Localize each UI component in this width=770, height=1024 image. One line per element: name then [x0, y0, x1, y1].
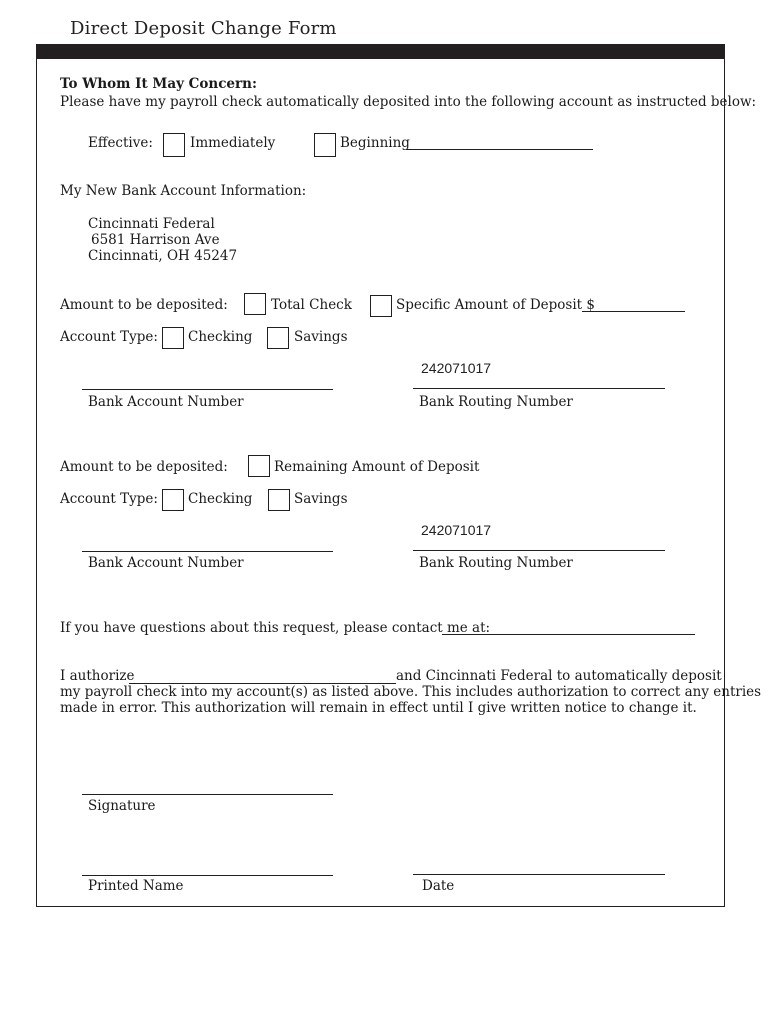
specific-amount-checkbox[interactable] [370, 295, 392, 317]
authorize-prefix: I authorize [60, 668, 135, 684]
routing-number-label-2: Bank Routing Number [419, 555, 573, 571]
form-title: Direct Deposit Change Form [70, 18, 337, 39]
savings-checkbox-2[interactable] [268, 489, 290, 511]
remaining-amount-checkbox[interactable] [248, 455, 270, 477]
routing-number-line-1[interactable] [413, 388, 665, 389]
routing-number-line-2[interactable] [413, 550, 665, 551]
savings-label-1: Savings [294, 329, 348, 345]
date-line[interactable] [413, 874, 665, 875]
specific-amount-label: Specific Amount of Deposit $ [396, 297, 595, 313]
checking-label-1: Checking [188, 329, 253, 345]
immediately-checkbox[interactable] [163, 133, 185, 157]
checking-checkbox-2[interactable] [162, 489, 184, 511]
printed-name-label: Printed Name [88, 878, 184, 894]
form-frame [36, 44, 725, 907]
total-check-label: Total Check [271, 297, 352, 313]
routing-number-label-1: Bank Routing Number [419, 394, 573, 410]
remaining-amount-label: Remaining Amount of Deposit [274, 459, 480, 475]
account-type-label-1: Account Type: [60, 329, 158, 345]
signature-label: Signature [88, 798, 156, 814]
savings-checkbox-1[interactable] [267, 327, 289, 349]
effective-label: Effective: [88, 135, 153, 151]
date-label: Date [422, 878, 455, 894]
authorize-line1-rest: and Cincinnati Federal to automatically deposit [396, 668, 722, 684]
signature-line[interactable] [82, 794, 333, 795]
total-check-checkbox[interactable] [244, 293, 266, 315]
routing-value-2: 242071017 [421, 522, 492, 538]
bank-address: 6581 Harrison Ave [91, 232, 220, 248]
beginning-checkbox[interactable] [314, 133, 336, 157]
bank-name: Cincinnati Federal [88, 216, 215, 232]
amount-label-2: Amount to be deposited: [60, 459, 228, 475]
account-number-line-2[interactable] [82, 551, 333, 552]
routing-value-1: 242071017 [421, 360, 492, 376]
account-number-label-1: Bank Account Number [88, 394, 244, 410]
intro-text: Please have my payroll check automatically deposited into the following account as instructed below: [60, 94, 757, 110]
immediately-label: Immediately [190, 135, 276, 151]
checking-checkbox-1[interactable] [162, 327, 184, 349]
header-bar [36, 44, 725, 59]
authorize-line2: my payroll check into my account(s) as listed above. This includes authorization to correct any entries [60, 684, 762, 700]
account-type-label-2: Account Type: [60, 491, 158, 507]
account-number-line-1[interactable] [82, 389, 333, 390]
savings-label-2: Savings [294, 491, 348, 507]
specific-amount-line[interactable] [582, 311, 685, 312]
amount-label-1: Amount to be deposited: [60, 297, 228, 313]
bank-city: Cincinnati, OH 45247 [88, 248, 238, 264]
beginning-label: Beginning [340, 135, 410, 151]
greeting: To Whom It May Concern: [60, 76, 257, 92]
authorize-line3: made in error. This authorization will remain in effect until I give written notice to change it. [60, 700, 697, 716]
checking-label-2: Checking [188, 491, 253, 507]
printed-name-line[interactable] [82, 875, 333, 876]
beginning-date-line[interactable] [406, 149, 593, 150]
contact-text: If you have questions about this request, please contact me at: [60, 620, 491, 636]
account-number-label-2: Bank Account Number [88, 555, 244, 571]
contact-line[interactable] [442, 634, 695, 635]
bank-info-heading: My New Bank Account Information: [60, 183, 307, 199]
